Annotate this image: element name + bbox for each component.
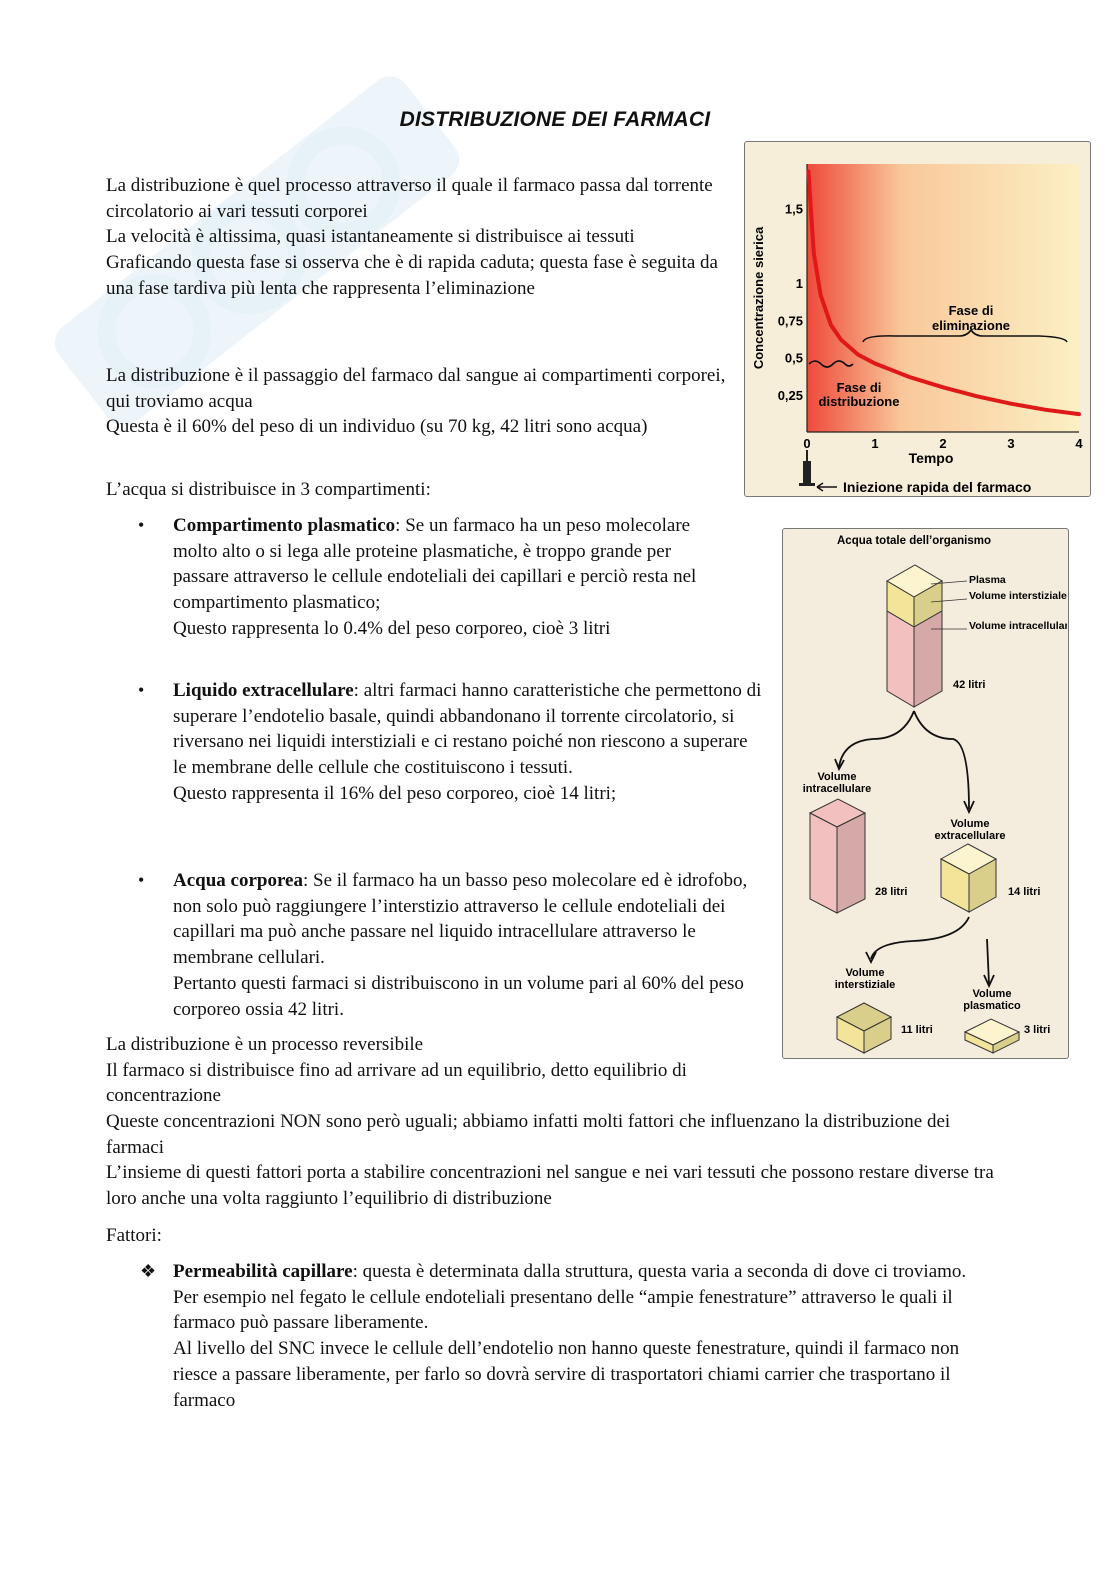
intracellular-label-1: Volume [817,771,857,783]
legend-intracellular: Volume intracellulare [969,620,1067,632]
plasma-volume: 3 litri [1024,1024,1051,1036]
intracellular-block [810,799,865,913]
compartment-note: Questo rappresenta lo 0.4% del peso corporeo, cioè 3 litri [173,617,611,639]
x-tick-label: 0 [803,436,811,451]
intro-paragraph: L’acqua si distribuisce in 3 compartimenti: [106,479,431,500]
page-title: DISTRIBUZIONE DEI FARMACI [399,108,711,131]
term: Acqua corporea [173,870,303,891]
bullet-mark: • [138,515,145,535]
intro-block-1 [106,173,734,302]
total-water-column [887,565,942,707]
distribution-label-line2: distribuzione [818,394,900,409]
term: Compartimento plasmatico [173,515,396,536]
paragraph: Il farmaco si distribuisce fino ad arrivare ad un equilibrio, detto equilibrio di concentrazione [106,1059,687,1107]
arrow-to-interstitial [871,917,969,959]
extracellular-block [941,844,996,912]
distribution-label-line1: Fase di [836,380,882,395]
factor-line: Per esempio nel fegato le cellule endoteliali presentano delle “ampie fenestrature” attraverso le quali il farmaco può passare liberamente. [173,1286,953,1334]
intro-paragraph: La distribuzione è quel processo attraverso il quale il farmaco passa dal torrente circolatorio ai vari tessuti corporei [106,175,713,222]
y-axis-label: Concentrazione sierica [751,226,766,370]
figure-title: Acqua totale dell’organismo [837,535,991,547]
extracellular-label-1: Volume [950,818,990,830]
plasma-label-2: plasmatico [963,1000,1021,1012]
interstitial-block [837,1003,891,1053]
arrow-icon [817,483,837,491]
elimination-label-line2: eliminazione [931,318,1011,333]
factors-label: Fattori: [106,1225,162,1246]
body-water-diagram [783,529,1067,1057]
after-block-1 [106,1032,786,1109]
interstitial-label-1: Volume [845,967,885,979]
body-water-figure [782,528,1069,1059]
y-tick-label: 1 [795,276,803,292]
intro-block-2 [106,363,734,440]
plasma-label-1: Volume [972,988,1012,1000]
x-tick-label: 2 [939,436,947,451]
paragraph: L’insieme di questi fattori porta a stabilire concentrazioni nel sangue e nei vari tessuti che possono restare diverse tra loro anche una volta raggiunto l’equilibrio di distribuzione [106,1162,994,1210]
intracellular-label-2: intracellulare [802,783,872,795]
extracellular-label-2: extracellulare [934,830,1006,842]
arrow-to-extracellular [914,711,969,809]
compartment-plasma: Compartimento plasmatico: Se un farmaco ha un peso molecolare molto alto o si lega alle proteine plasmatiche, è troppo grande per passare attraverso le cellule endoteliali dei capillari e perciò resta nel compartimento plasmatico; Questo rappresenta lo 0.4% del peso corporeo, cioè 3 litri [173,513,728,642]
factor-line: Al livello del SNC invece le cellule dell’endotelio non hanno queste fenestrature, quindi il farmaco non riesce a passare liberamente, per farlo so dovrà servire di trasportatori chiami carrier che trasportano il farmaco [173,1338,960,1411]
legend-interstitial: Volume interstiziale [969,590,1067,602]
intro-block-3 [106,477,734,503]
compartment-note: Pertanto questi farmaci si distribuiscono in un volume pari al 60% del peso corporeo ossia 42 litri. [173,972,744,1020]
concentration-chart-figure [744,141,1091,497]
interstitial-volume: 11 litri [901,1024,933,1036]
paragraph: Queste concentrazioni NON sono però uguali; abbiamo infatti molti fattori che influenzano la distribuzione dei farmaci [106,1111,951,1158]
compartment-extracellular: Liquido extracellulare: altri farmaci hanno caratteristiche che permettono di superare l’endotelio basale, quindi abbandonano il torrente circolatorio, si riversano nei liquidi interstiziali e ci restano poiché non riescono a superare le membrane delle cellule che costituiscono i tessuti. Questo rappresenta il 16% del peso corporeo, cioè 14 litri; [173,678,765,807]
compartment-body-water: Acqua corporea: Se il farmaco ha un basso peso molecolare ed è idrofobo, non solo può raggiungere l’interstizio attraverso le cellule endoteliali dei capillari ma può anche passare nel liquido intracellulare attraverso le membrane cellulari. Pertanto questi farmaci si distribuiscono in un volume pari al 60% del peso corporeo ossia 42 litri. [173,868,769,1022]
x-tick-label: 1 [871,436,879,451]
paragraph: La distribuzione è un processo reversibile [106,1034,424,1055]
y-tick-label: 1,5 [784,201,803,217]
after-block-2 [106,1109,1006,1212]
intro-paragraph: La distribuzione è il passaggio del farmaco dal sangue ai compartimenti corporei, qui troviamo acqua [106,365,726,412]
intro-paragraph: Questa è il 60% del peso di un individuo (su 70 kg, 42 litri sono acqua) [106,416,648,438]
syringe-icon [799,450,815,486]
bullet-mark: • [138,870,145,890]
y-tick-label: 0,75 [777,313,803,329]
term: Liquido extracellulare [173,680,354,701]
plasma-block [965,1019,1019,1053]
concentration-chart [745,142,1089,495]
arrow-to-plasma [987,939,989,984]
injection-label: Iniezione rapida del farmaco [843,479,1032,495]
x-tick-label: 3 [1007,436,1015,451]
interstitial-label-2: interstiziale [834,979,896,991]
diamond-bullet: ❖ [140,1261,157,1281]
arrow-to-intracellular [839,711,914,767]
intro-paragraph: Graficando questa fase si osserva che è di rapida caduta; questa fase è seguita da una fase tardiva più lenta che rappresenta l’eliminazione [106,252,718,299]
x-axis-label: Tempo [908,450,954,466]
compartment-note: Questo rappresenta il 16% del peso corporeo, cioè 14 litri; [173,782,617,804]
factor-capillary-permeability: Permeabilità capillare: questa è determinata dalla struttura, questa varia a seconda di dove ci troviamo. Per esempio nel fegato le cellule endoteliali presentano delle “ampie fenestrature” attraverso le quali il farmaco può passare liberamente. Al livello del SNC invece le cellule dell’endotelio non hanno queste fenestrature, quindi il farmaco non riesce a passare liberamente, per farlo so dovrà servire di trasportatori chiami carrier che trasportano il farmaco [173,1259,1008,1413]
x-tick-label: 4 [1075,436,1083,451]
bullet-mark: • [138,680,145,700]
intro-paragraph: La velocità è altissima, quasi istantaneamente si distribuisce ai tessuti [106,226,635,248]
y-tick-label: 0,5 [784,350,803,366]
total-volume-label: 42 litri [953,679,986,691]
y-tick-label: 0,25 [777,387,803,403]
term: Permeabilità capillare [173,1261,353,1282]
legend-plasma: Plasma [969,574,1006,586]
elimination-label-line1: Fase di [948,303,994,318]
intracellular-volume: 28 litri [875,886,908,898]
extracellular-volume: 14 litri [1008,886,1041,898]
